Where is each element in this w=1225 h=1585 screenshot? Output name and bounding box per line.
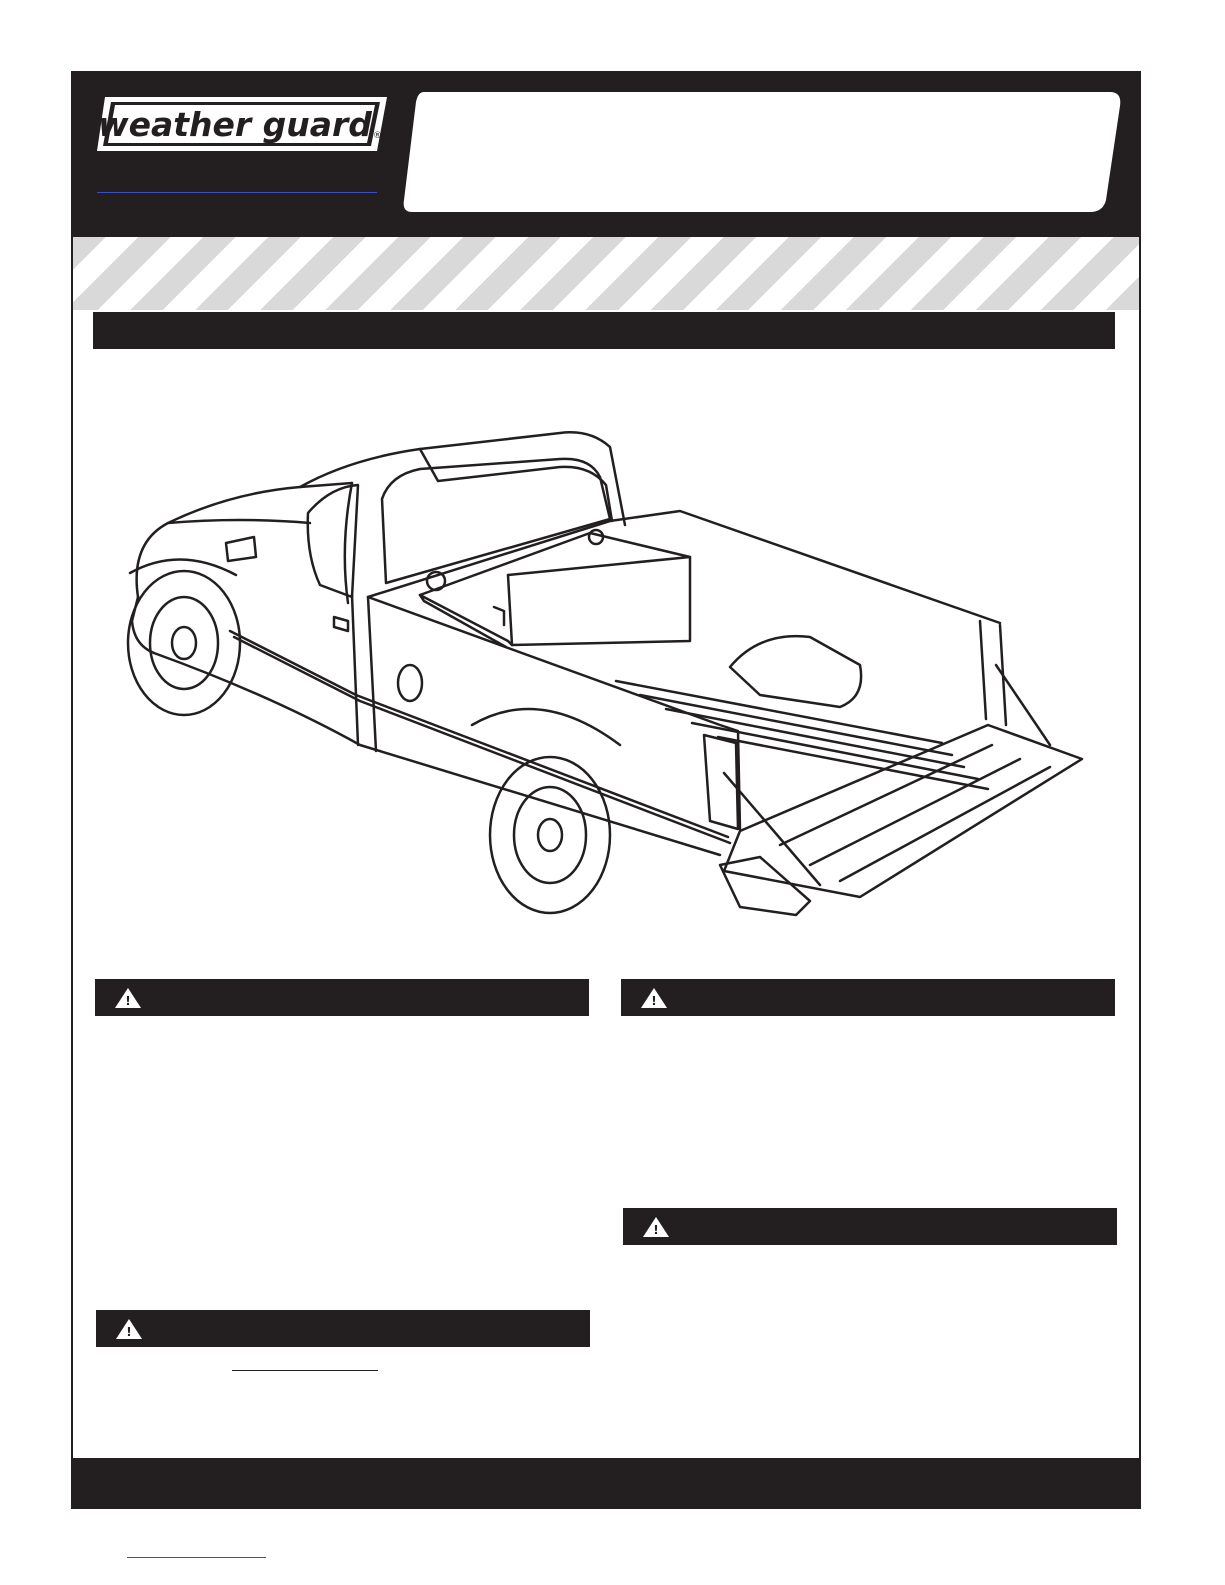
title-panel [402,90,1124,214]
warning-triangle-icon [640,987,668,1009]
warning-triangle-icon [642,1216,670,1238]
warning-bar-1 [95,979,589,1016]
warning-triangle-icon [115,1318,143,1340]
logo-rule [97,192,377,193]
bottom-link-rule[interactable] [127,1557,266,1558]
warning-bar-2 [621,979,1115,1016]
warning-glyph: ! [126,1325,132,1339]
footer-band [71,1458,1141,1509]
warning-bar-3 [623,1208,1117,1245]
registered-mark: ® [373,131,382,141]
warning-glyph: ! [651,994,657,1008]
warning-glyph: ! [125,994,131,1008]
hazard-stripes [73,237,1139,310]
weather-guard-logo [95,93,393,155]
section-heading-bar [93,312,1115,349]
warning-glyph: ! [653,1223,659,1237]
warning-bar-4 [96,1310,590,1347]
logo-text: weather guard [98,105,372,144]
pickup-truck-illustration [120,425,1090,935]
warning-triangle-icon [114,987,142,1009]
underline-rule [232,1370,378,1371]
